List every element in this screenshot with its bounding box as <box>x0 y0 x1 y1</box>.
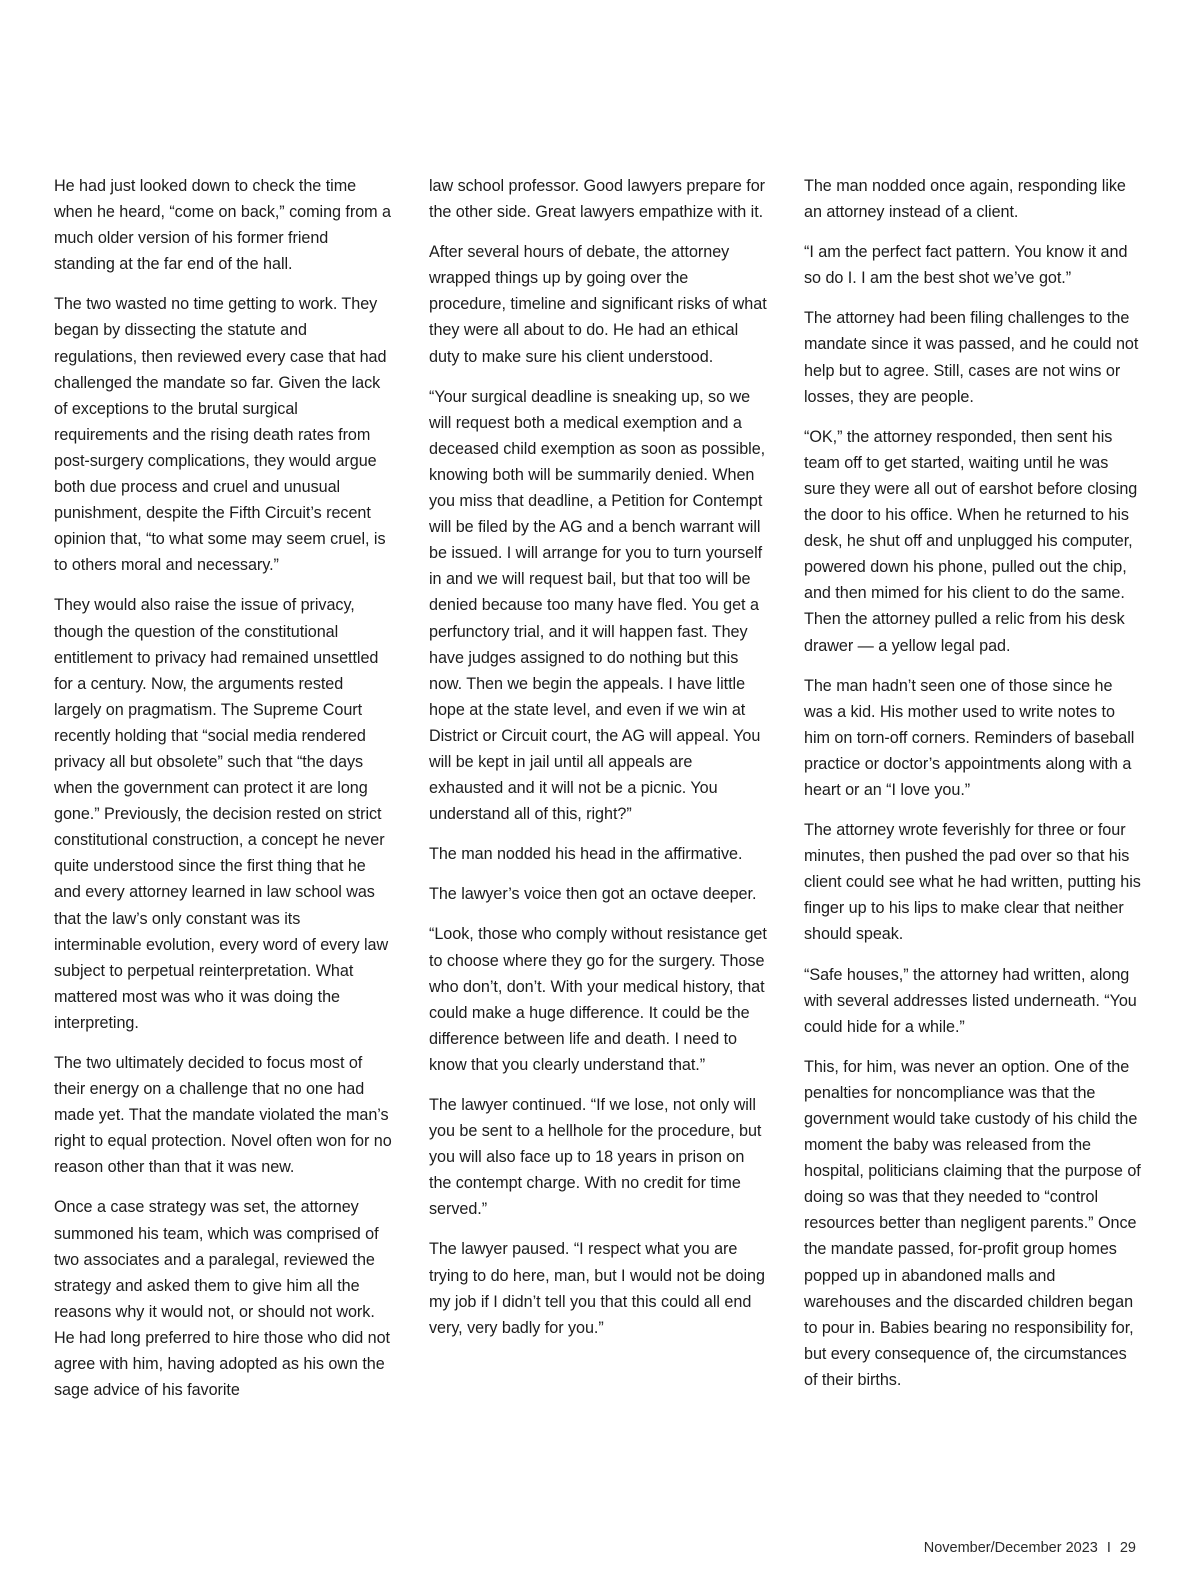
paragraph: “Safe houses,” the attorney had written, along with several addresses listed underneath. “You could hide for a while.” <box>804 965 1137 1036</box>
paragraph: The attorney wrote feverishly for three or four minutes, then pushed the pad over so that his client could see what he had written, putting his finger up to his lips to make clear that neither should speak. <box>804 821 1141 944</box>
paragraph: The lawyer continued. “If we lose, not only will you be sent to a hellhole for the procedure, but you will also face up to 18 years in prison on the contempt charge. With no credit for time served.” <box>429 1096 762 1219</box>
paragraph: “I am the perfect fact pattern. You know it and so do I. I am the best shot we’ve got.” <box>804 243 1128 288</box>
page-footer <box>924 1540 1136 1556</box>
paragraph: They would also raise the issue of privacy, though the question of the constitutional entitlement to privacy had remained unsettled for a century. Now, the arguments rested largely on pragmatism. The Supreme Court recently holding that “social media rendered privacy all but obsolete” such that “the days when the government can protect it are long gone.” Previously, the decision rested on strict constitutional construction, a concept he never quite understood since the first thing that he and every attorney learned in law school was that the law’s only constant was its interminable evolution, every word of every law subject to perpetual reinterpretation. What mattered most was who it was doing the interpreting. <box>54 596 389 1032</box>
article-column-3 <box>804 173 1142 1407</box>
paragraph: law school professor. Good lawyers prepare for the other side. Great lawyers empathize with it. <box>429 177 766 222</box>
paragraph: The two wasted no time getting to work. They began by dissecting the statute and regulations, then reviewed every case that had challenged the mandate so far. Given the lack of exceptions to the brutal surgical requirements and the rising death rates from post-surgery complications, they would argue both due process and cruel and unusual punishment, despite the Fifth Circuit’s recent opinion that, “to what some may seem cruel, is to others moral and necessary.” <box>54 295 387 575</box>
page-number: 29 <box>1119 1540 1136 1556</box>
paragraph: After several hours of debate, the attorney wrapped things up by going over the procedure, timeline and significant risks of what they were all about to do. He had an ethical duty to make sure his client understood. <box>429 243 767 366</box>
article-column-2 <box>429 173 767 1355</box>
article-column-1 <box>54 173 392 1417</box>
paragraph: “Your surgical deadline is sneaking up, so we will request both a medical exemption and a deceased child exemption as soon as possible, knowing both will be summarily denied. When you miss that deadline, a Petition for Contempt will be filed by the AG and a bench warrant will be issued. I will arrange for you to turn yourself in and we will request bail, but that too will be denied because too many have fled. You get a perfunctory trial, and it will happen fast. They have judges assigned to do nothing but this now. Then we begin the appeals. I have little hope at the state level, and even if we win at District or Circuit court, the AG will appeal. You will be kept in jail until all appeals are exhausted and it will not be a picnic. You understand all of this, right?” <box>429 387 766 824</box>
paragraph: The man hadn’t seen one of those since he was a kid. His mother used to write notes to him on torn-off corners. Reminders of baseball practice or doctor’s appointments along with a heart or an “I love you.” <box>804 676 1135 799</box>
paragraph: “Look, those who comply without resistance get to choose where they go for the surgery. Those who don’t, don’t. With your medical history, that could make a huge difference. It could be the difference between life and death. I need to know that you clearly understand that.” <box>429 925 767 1074</box>
paragraph: He had just looked down to check the time when he heard, “come on back,” coming from a much older version of his former friend standing at the far end of the hall. <box>54 177 392 274</box>
footer-separator: I <box>1106 1540 1111 1556</box>
paragraph: This, for him, was never an option. One of the penalties for noncompliance was that the government would take custody of his child the moment the baby was released from the hospital, politicians claiming that the purpose of doing so was that they needed to “control resources better than negligent parents.” Once the mandate passed, for-profit group homes popped up in abandoned malls and warehouses and the discarded children began to pour in. Babies bearing no responsibility for, but every consequence of, the circumstances of their births. <box>804 1057 1141 1389</box>
paragraph: “OK,” the attorney responded, then sent his team off to get started, waiting until he was sure they were all out of earshot before closing the door to his office. When he returned to his desk, he shut off and unplugged his computer, powered down his phone, pulled out the chip, and then mimed for his client to do the same. Then the attorney pulled a relic from his desk drawer — a yellow legal pad. <box>804 427 1138 655</box>
paragraph: The attorney had been filing challenges to the mandate since it was passed, and he could not help but to agree. Still, cases are not wins or losses, they are people. <box>804 309 1139 406</box>
paragraph: The two ultimately decided to focus most of their energy on a challenge that no one had made yet. That the mandate violated the man’s right to equal protection. Novel often won for no reason other than that it was new. <box>54 1054 392 1177</box>
paragraph: The lawyer’s voice then got an octave deeper. <box>429 885 757 904</box>
issue-date: November/December 2023 <box>923 1540 1098 1556</box>
paragraph: The man nodded his head in the affirmative. <box>429 845 743 864</box>
paragraph: Once a case strategy was set, the attorney summoned his team, which was comprised of two associates and a paralegal, reviewed the strategy and asked them to give him all the reasons why it would not, or should not work. He had long preferred to hire those who did not agree with him, having adopted as his own the sage advice of his favorite <box>54 1198 391 1400</box>
paragraph: The man nodded once again, responding like an attorney instead of a client. <box>804 177 1126 222</box>
paragraph: The lawyer paused. “I respect what you are trying to do here, man, but I would not be doing my job if I didn’t tell you that this could all end very, very badly for you.” <box>429 1240 765 1337</box>
